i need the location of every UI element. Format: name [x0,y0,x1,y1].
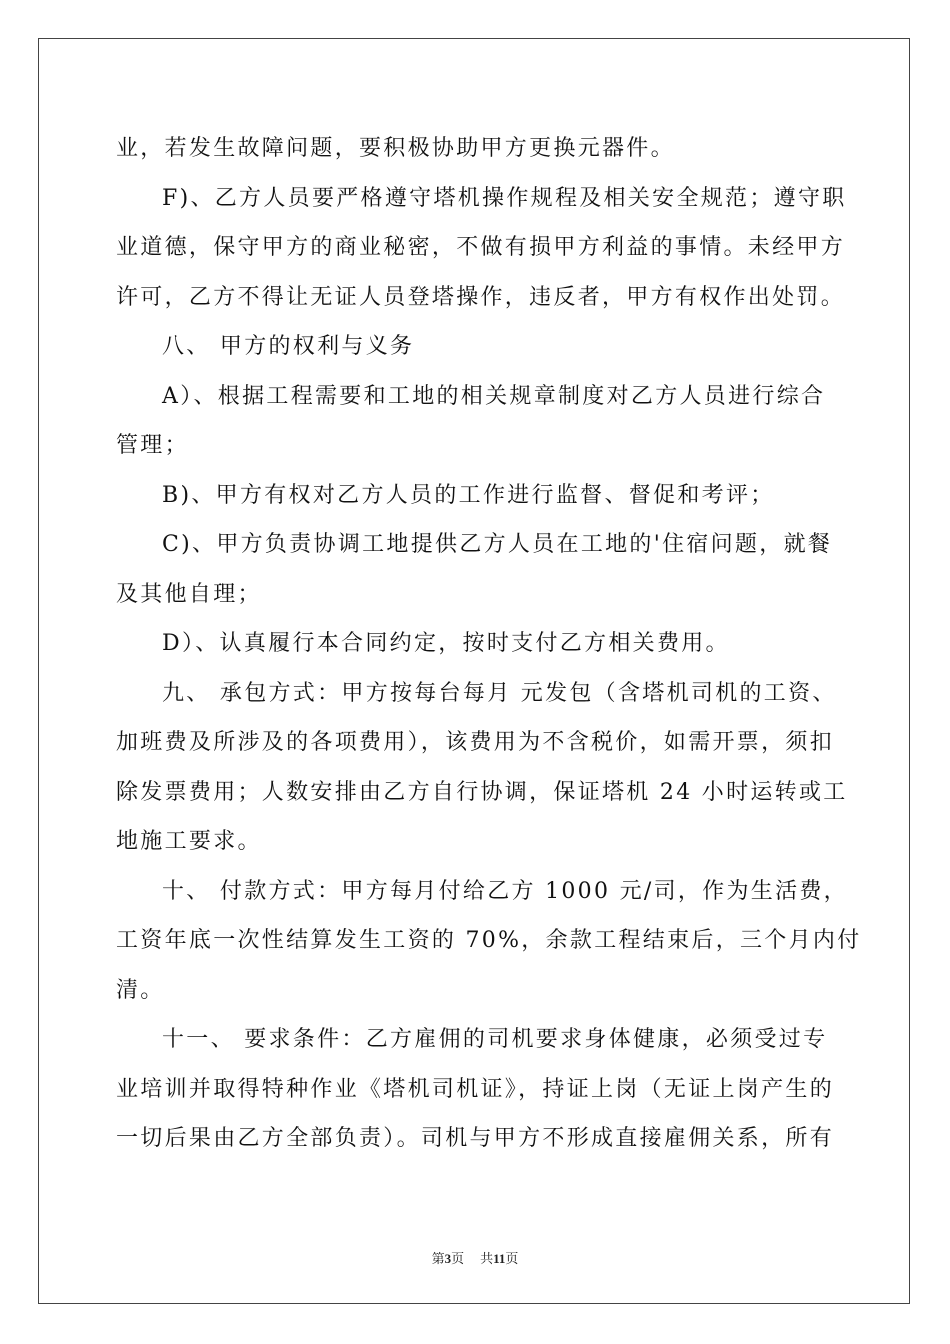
text-line: F)、乙方人员要严格遵守塔机操作规程及相关安全规范；遵守职 [162,185,847,211]
page-number: 第3页 [431,1251,465,1266]
text-line: 业，若发生故障问题，要积极协助甲方更换元器件。 [116,136,675,161]
section-heading: 十、 付款方式：甲方每月付给乙方 1000 元/司，作为生活费， [162,878,848,904]
text-line: 业道德，保守甲方的商业秘密，不做有损甲方利益的事情。未经甲方 [116,235,846,260]
text-line: 工资年底一次性结算发生工资的 70%，余款工程结束后，三个月内付 [116,928,862,953]
text-line: A）、根据工程需要和工地的相关规章制度对乙方人员进行综合 [162,383,826,409]
page-footer [0,1248,950,1267]
section-heading: 八、 甲方的权利与义务 [162,334,415,359]
text-line: 清。 [116,977,165,1003]
text-line: C)、甲方负责协调工地提供乙方人员在工地的'住宿问题，就餐 [162,532,833,557]
text-line: 及其他自理； [116,581,262,607]
document-body [116,124,862,1164]
text-line: 许可，乙方不得让无证人员登塔操作，违反者，甲方有权作出处罚。 [116,284,846,310]
section-heading: 十一、 要求条件：乙方雇佣的司机要求身体健康，必须受过专 [162,1027,828,1052]
page-total: 共11页 [480,1251,519,1266]
text-line: 除发票费用；人数安排由乙方自行协调，保证塔机 24 小时运转或工 [116,779,848,805]
text-line: 一切后果由乙方全部负责）。司机与甲方不形成直接雇佣关系，所有 [116,1126,835,1151]
text-line: 加班费及所涉及的各项费用），该费用为不含税价，如需开票，须扣 [116,730,835,755]
text-line: B)、甲方有权对乙方人员的工作进行监督、督促和考评； [162,482,775,508]
text-line: 地施工要求。 [116,829,262,854]
text-line: D）、认真履行本合同约定，按时支付乙方相关费用。 [162,631,730,656]
text-line: 业培训并取得特种作业《塔机司机证》，持证上岗（无证上岗产生的 [116,1076,835,1102]
section-heading: 九、 承包方式：甲方按每台每月 元发包（含塔机司机的工资、 [162,680,837,706]
text-line: 管理； [116,433,189,458]
